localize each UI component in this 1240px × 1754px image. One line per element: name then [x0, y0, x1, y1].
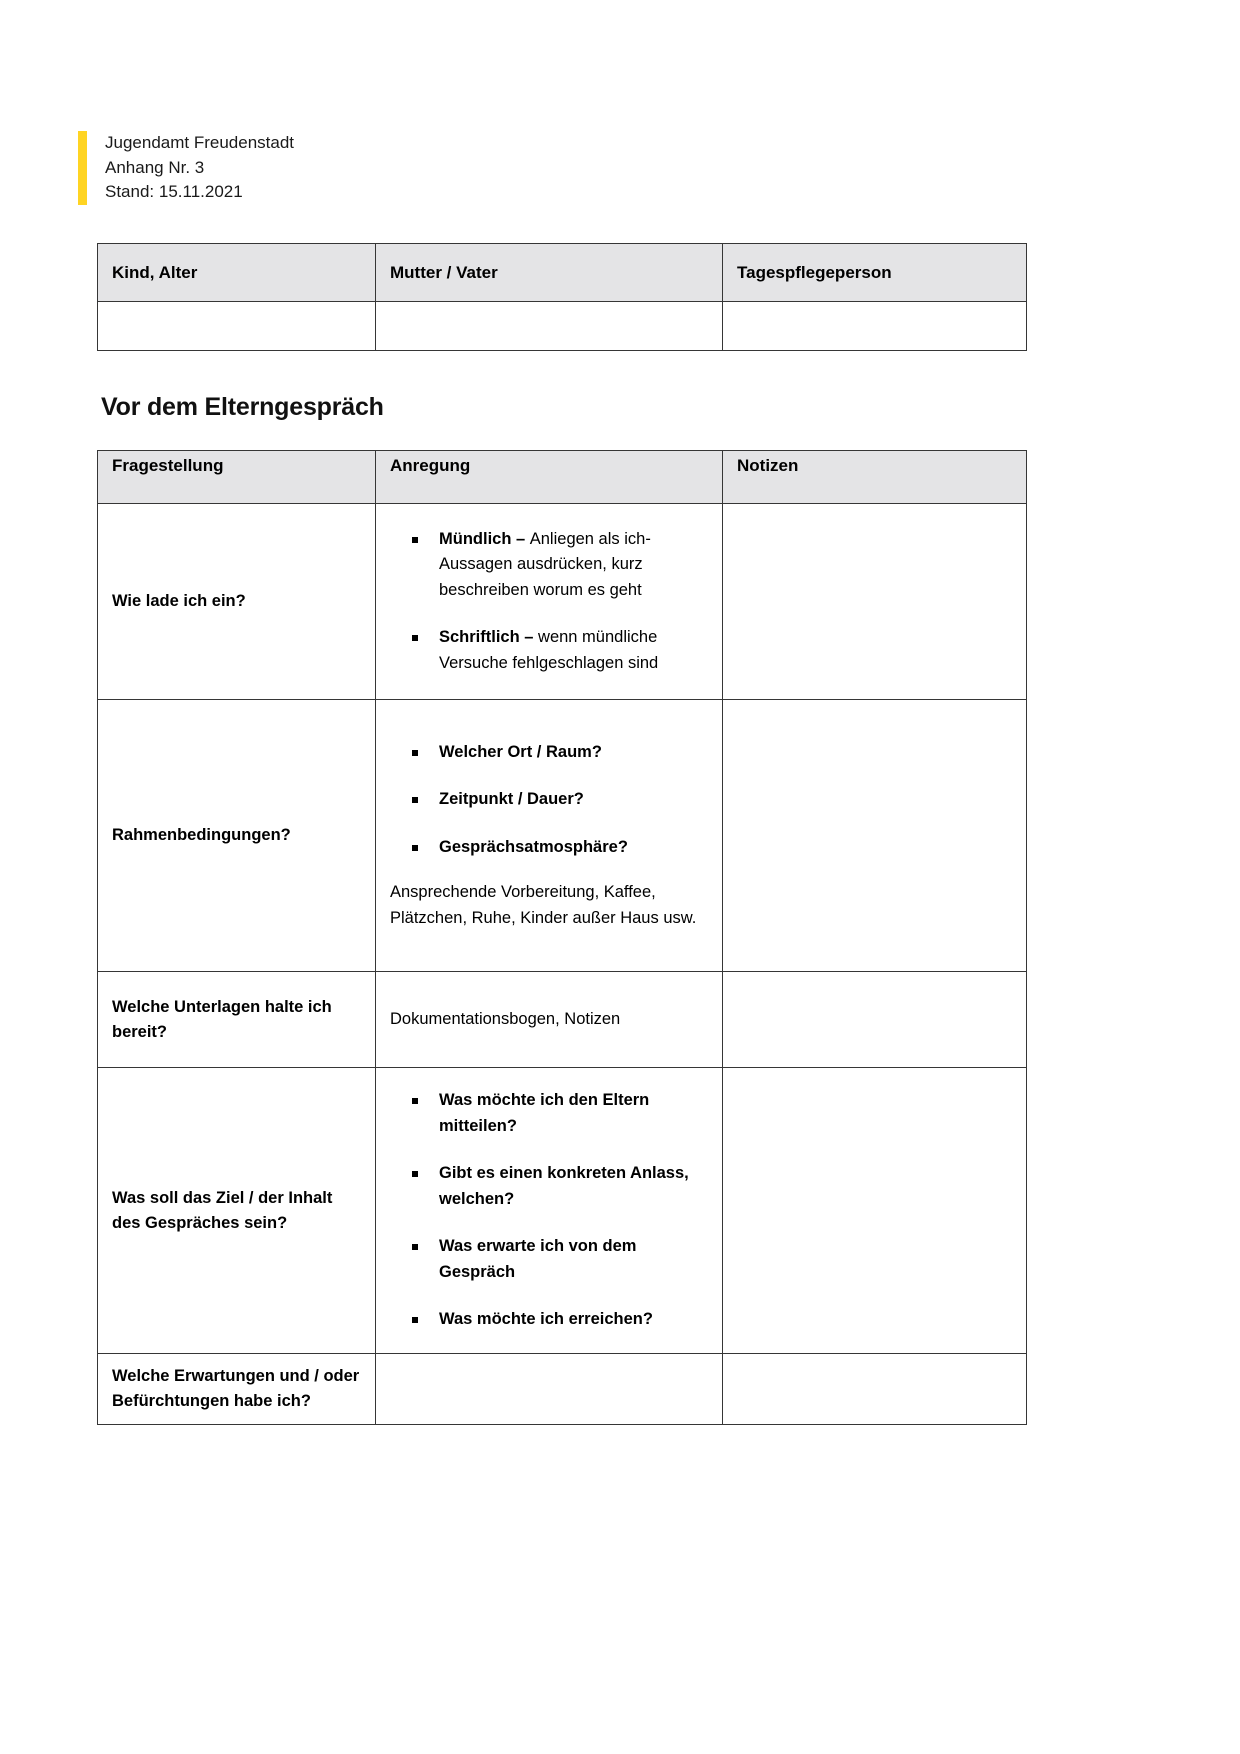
document-header	[78, 131, 294, 205]
notes-cell[interactable]	[723, 1354, 1027, 1425]
main-table	[97, 450, 1027, 1425]
table-row	[98, 972, 1027, 1068]
bullet-item	[390, 625, 708, 676]
cell-mutter-vater[interactable]	[376, 302, 723, 351]
suggestion-cell	[376, 504, 723, 700]
bullet-item	[390, 527, 708, 604]
bullet-emphasis: Gesprächsatmosphäre?	[439, 837, 628, 856]
header-organisation: Jugendamt Freudenstadt	[105, 133, 295, 152]
notes-cell[interactable]	[723, 504, 1027, 700]
bullet-list	[390, 527, 708, 677]
bullet-text: Anliegen als ich-Aussagen ausdrücken, kurz beschreiben worum es geht	[439, 529, 651, 599]
bullet-item	[390, 1088, 708, 1139]
column-header-anregung: Anregung	[376, 451, 723, 504]
question-cell: Welche Erwartungen und / oder Befürchtungen habe ich?	[98, 1354, 376, 1425]
bullet-emphasis: Gibt es einen konkreten Anlass, welchen?	[439, 1164, 689, 1208]
header-appendix: Anhang Nr. 3	[105, 157, 205, 177]
bullet-item	[390, 1161, 708, 1212]
bullet-emphasis: Mündlich –	[439, 529, 530, 548]
notes-cell[interactable]	[723, 1068, 1027, 1354]
header-date: Stand: 15.11.2021	[105, 182, 243, 201]
persons-table	[97, 243, 1027, 351]
question-cell: Welche Unterlagen halte ich bereit?	[98, 972, 376, 1068]
table-header-row	[98, 451, 1027, 504]
question-cell: Rahmenbedingungen?	[98, 700, 376, 972]
cell-kind-alter[interactable]	[98, 302, 376, 351]
header-text-block	[87, 131, 294, 205]
bullet-list	[390, 1088, 708, 1333]
table-row	[98, 302, 1027, 351]
column-header-fragestellung: Fragestellung	[98, 451, 376, 504]
suggestion-paragraph: Dokumentationsbogen, Notizen	[390, 1009, 621, 1028]
bullet-emphasis: Schriftlich –	[439, 628, 539, 647]
accent-bar	[78, 131, 87, 205]
suggestion-cell	[376, 700, 723, 972]
table-row	[98, 1068, 1027, 1354]
bullet-list	[390, 740, 708, 861]
table-header-row	[98, 244, 1027, 302]
question-cell: Was soll das Ziel / der Inhalt des Gespräches sein?	[98, 1068, 376, 1354]
column-header-tagespflegeperson: Tagespflegeperson	[723, 244, 1027, 302]
bullet-emphasis: Was erwarte ich von dem Gespräch	[439, 1237, 637, 1281]
column-header-mutter-vater: Mutter / Vater	[376, 244, 723, 302]
bullet-emphasis: Was möchte ich erreichen?	[439, 1310, 653, 1329]
question-cell: Wie lade ich ein?	[98, 504, 376, 700]
bullet-emphasis: Welcher Ort / Raum?	[439, 742, 602, 761]
suggestion-paragraph: Ansprechende Vorbereitung, Kaffee, Plätzchen, Ruhe, Kinder außer Haus usw.	[390, 883, 697, 927]
bullet-emphasis: Was möchte ich den Eltern mitteilen?	[439, 1091, 650, 1135]
suggestion-cell	[376, 972, 723, 1068]
bullet-emphasis: Zeitpunkt / Dauer?	[439, 790, 584, 809]
bullet-item	[390, 740, 708, 766]
bullet-item	[390, 1234, 708, 1285]
bullet-text: wenn mündliche Versuche fehlgeschlagen sind	[439, 628, 659, 672]
table-row	[98, 504, 1027, 700]
bullet-item	[390, 787, 708, 813]
suggestion-cell	[376, 1354, 723, 1425]
cell-tagespflegeperson[interactable]	[723, 302, 1027, 351]
table-row	[98, 700, 1027, 972]
suggestion-cell	[376, 1068, 723, 1354]
section-title: Vor dem Elterngespräch	[101, 393, 384, 421]
column-header-kind-alter: Kind, Alter	[98, 244, 376, 302]
notes-cell[interactable]	[723, 700, 1027, 972]
bullet-item	[390, 835, 708, 861]
notes-cell[interactable]	[723, 972, 1027, 1068]
table-row	[98, 1354, 1027, 1425]
column-header-notizen: Notizen	[723, 451, 1027, 504]
bullet-item	[390, 1307, 708, 1333]
